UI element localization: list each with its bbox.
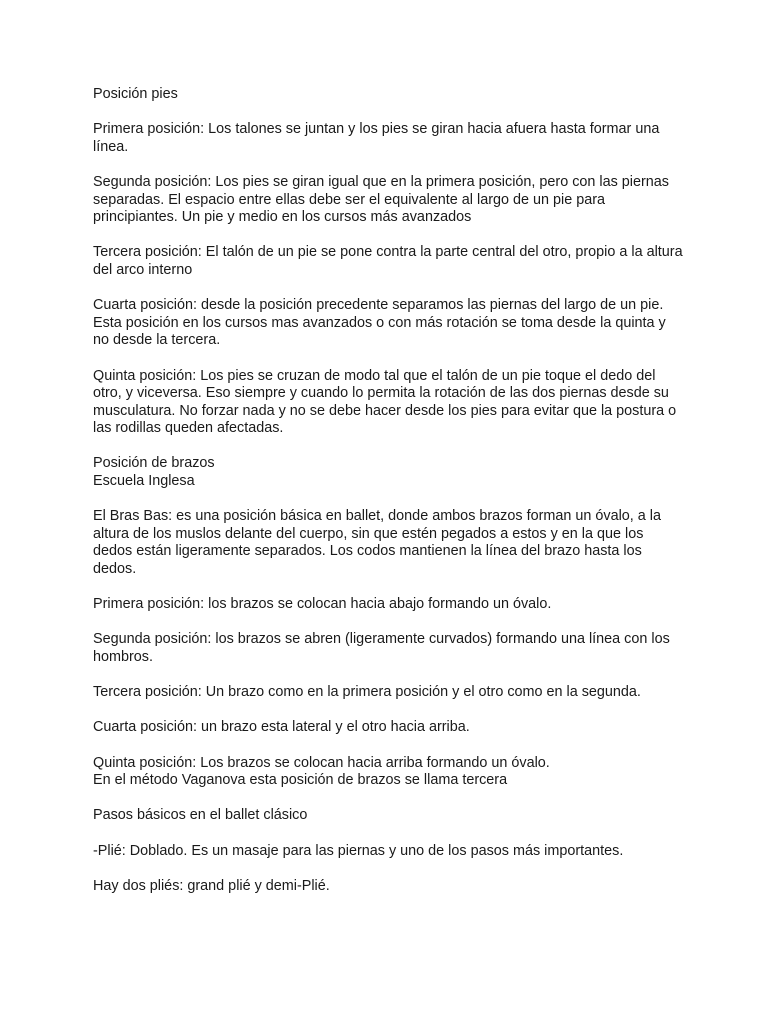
text-line: Esta posición en los cursos mas avanzados o con más rotación se toma desde la quinta y <box>93 314 666 331</box>
text-line: Quinta posición: Los pies se cruzan de modo tal que el talón de un pie toque el dedo del <box>93 367 656 384</box>
text-line: las rodillas queden afectadas. <box>93 420 284 437</box>
document-paragraph <box>93 719 683 737</box>
text-line: Quinta posición: Los brazos se colocan hacia arriba formando un óvalo. <box>93 754 550 771</box>
document-paragraph <box>93 86 683 104</box>
document-paragraph <box>93 807 683 825</box>
text-line: musculatura. No forzar nada y no se debe hacer desde los pies para evitar que la postura o <box>93 402 677 419</box>
text-line: separadas. El espacio entre ellas debe ser el equivalente al largo de un pie para <box>93 191 606 208</box>
text-line: otro, y viceversa. Eso siempre y cuando lo permita la rotación de las dos piernas desde su <box>93 385 669 402</box>
document-paragraph <box>93 244 683 279</box>
text-line: Pasos básicos en el ballet clásico <box>93 807 308 824</box>
document-paragraph <box>93 631 683 666</box>
text-line: Cuarta posición: desde la posición precedente separamos las piernas del largo de un pie. <box>93 297 664 314</box>
text-line: dedos están ligeramente separados. Los codos mantienen la línea del brazo hasta los <box>93 543 642 560</box>
text-line: Primera posición: Los talones se juntan y los pies se giran hacia afuera hasta formar una <box>93 121 660 138</box>
text-line: Tercera posición: Un brazo como en la primera posición y el otro como en la segunda. <box>93 684 641 701</box>
text-line: del arco interno <box>93 261 193 278</box>
document-paragraph <box>93 878 683 896</box>
document-paragraph <box>93 843 683 861</box>
text-line: Segunda posición: los brazos se abren (ligeramente curvados) formando una línea con los <box>93 631 670 648</box>
text-line: El Bras Bas: es una posición básica en ballet, donde ambos brazos forman un óvalo, a la <box>93 508 661 525</box>
text-line: hombros. <box>93 649 153 665</box>
text-line: Escuela Inglesa <box>93 473 195 490</box>
text-line: Cuarta posición: un brazo esta lateral y el otro hacia arriba. <box>93 719 470 736</box>
document-paragraph <box>93 455 683 490</box>
text-line: Posición de brazos <box>93 455 215 472</box>
document-paragraph <box>93 297 683 350</box>
text-line: Primera posición: los brazos se colocan hacia abajo formando un óvalo. <box>93 596 552 613</box>
text-line: -Plié: Doblado. Es un masaje para las piernas y uno de los pasos más importantes. <box>93 842 624 859</box>
text-line: altura de los muslos delante del cuerpo, sin que estén pegados a estos y en la que los <box>93 525 644 542</box>
text-line: Segunda posición: Los pies se giran igual que en la primera posición, pero con las piernas <box>93 173 669 190</box>
document-paragraph <box>93 368 683 438</box>
document-paragraph <box>93 174 683 227</box>
text-line: Hay dos pliés: grand plié y demi-Plié. <box>93 877 330 894</box>
text-line: línea. <box>93 138 129 155</box>
document-paragraph <box>93 755 683 790</box>
text-line: dedos. <box>93 561 137 578</box>
document-paragraph <box>93 596 683 614</box>
text-line: En el método Vaganova esta posición de brazos se llama tercera <box>93 772 508 789</box>
document-paragraph <box>93 684 683 702</box>
text-line: Posición pies <box>93 86 178 102</box>
text-line: Tercera posición: El talón de un pie se pone contra la parte central del otro, propio a la altura <box>93 244 683 261</box>
document-paragraph <box>93 121 683 156</box>
text-line: no desde la tercera. <box>93 332 221 349</box>
document-body <box>93 86 683 913</box>
document-paragraph <box>93 508 683 578</box>
text-line: principiantes. Un pie y medio en los cursos más avanzados <box>93 209 472 226</box>
